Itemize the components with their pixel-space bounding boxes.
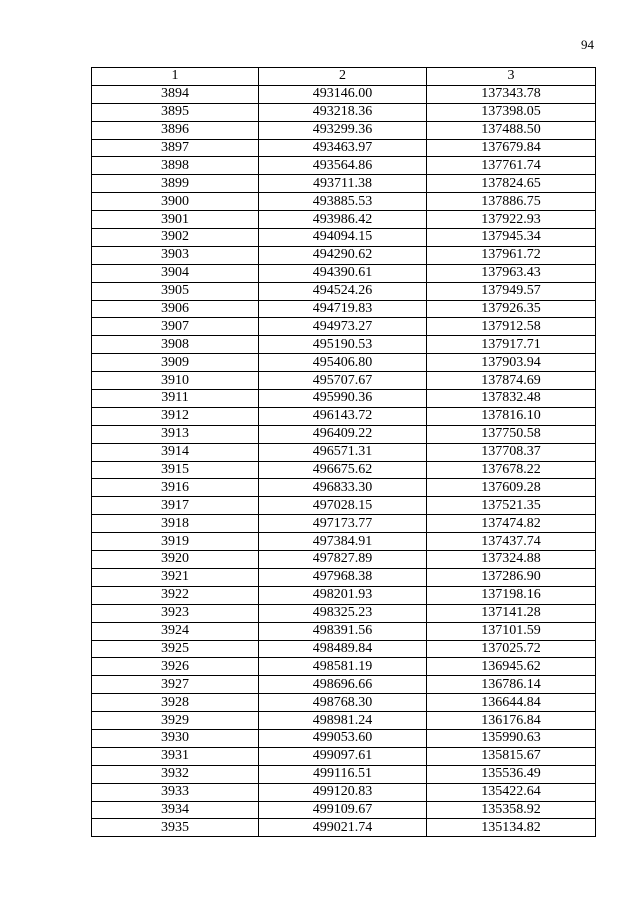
table-row [92,568,596,586]
table-cell-col-3: 137816.10 [427,407,596,425]
column-header-1: 1 [92,68,259,86]
table-cell-col-3: 137761.74 [427,157,596,175]
table-cell-col-2: 493146.00 [259,85,427,103]
table-cell-col-1: 3901 [92,211,259,229]
table-cell-col-2: 499109.67 [259,801,427,819]
table-row [92,694,596,712]
table-row [92,193,596,211]
table-cell-col-2: 498581.19 [259,658,427,676]
table-cell-col-3: 137343.78 [427,85,596,103]
table-cell-col-3: 137926.35 [427,300,596,318]
table-row [92,103,596,121]
table-row [92,211,596,229]
table-cell-col-1: 3917 [92,497,259,515]
table-header [92,68,596,86]
table-cell-col-1: 3925 [92,640,259,658]
table-cell-col-2: 496143.72 [259,407,427,425]
table-cell-col-2: 493299.36 [259,121,427,139]
table-cell-col-2: 496675.62 [259,461,427,479]
table-row [92,819,596,837]
table-cell-col-3: 137832.48 [427,390,596,408]
table-cell-col-1: 3907 [92,318,259,336]
table-cell-col-2: 493711.38 [259,175,427,193]
table-cell-col-3: 137903.94 [427,354,596,372]
table-cell-col-2: 494719.83 [259,300,427,318]
table-row [92,783,596,801]
table-cell-col-1: 3908 [92,336,259,354]
table-row [92,551,596,569]
table-cell-col-3: 137679.84 [427,139,596,157]
table-cell-col-3: 137488.50 [427,121,596,139]
table-row [92,85,596,103]
table-cell-col-2: 499053.60 [259,729,427,747]
table-cell-col-3: 136176.84 [427,712,596,730]
table-cell-col-2: 494524.26 [259,282,427,300]
table-cell-col-2: 494390.61 [259,264,427,282]
table-cell-col-3: 137521.35 [427,497,596,515]
table-cell-col-3: 137824.65 [427,175,596,193]
table-row [92,622,596,640]
table-cell-col-1: 3898 [92,157,259,175]
table-cell-col-1: 3916 [92,479,259,497]
table-cell-col-3: 137708.37 [427,443,596,461]
table-cell-col-1: 3912 [92,407,259,425]
table-cell-col-1: 3922 [92,586,259,604]
table-cell-col-3: 137922.93 [427,211,596,229]
table-cell-col-2: 495707.67 [259,372,427,390]
table-cell-col-1: 3899 [92,175,259,193]
table-cell-col-3: 137141.28 [427,604,596,622]
table-cell-col-2: 498325.23 [259,604,427,622]
table-cell-col-3: 137678.22 [427,461,596,479]
table-row [92,461,596,479]
table-cell-col-2: 497968.38 [259,568,427,586]
table-row [92,533,596,551]
table-cell-col-3: 137286.90 [427,568,596,586]
table-row [92,139,596,157]
table-cell-col-3: 137750.58 [427,425,596,443]
table-cell-col-3: 136945.62 [427,658,596,676]
table-row [92,658,596,676]
table-cell-col-1: 3928 [92,694,259,712]
table-cell-col-3: 137474.82 [427,515,596,533]
table-cell-col-3: 136786.14 [427,676,596,694]
table-cell-col-1: 3911 [92,390,259,408]
table-row [92,318,596,336]
table-cell-col-2: 493564.86 [259,157,427,175]
table-cell-col-3: 135358.92 [427,801,596,819]
table-cell-col-3: 137198.16 [427,586,596,604]
table-row [92,604,596,622]
table-cell-col-1: 3914 [92,443,259,461]
table-row [92,407,596,425]
table-cell-col-1: 3900 [92,193,259,211]
table-cell-col-3: 135990.63 [427,729,596,747]
table-cell-col-1: 3924 [92,622,259,640]
table-cell-col-1: 3894 [92,85,259,103]
table-cell-col-2: 495190.53 [259,336,427,354]
table-cell-col-2: 493986.42 [259,211,427,229]
table-row [92,354,596,372]
table-cell-col-1: 3903 [92,246,259,264]
table-cell-col-3: 135536.49 [427,765,596,783]
table-cell-col-2: 498981.24 [259,712,427,730]
table-cell-col-1: 3930 [92,729,259,747]
table-cell-col-1: 3910 [92,372,259,390]
table-cell-col-3: 137961.72 [427,246,596,264]
table-cell-col-2: 493218.36 [259,103,427,121]
table-cell-col-3: 137945.34 [427,229,596,247]
table-row [92,300,596,318]
table-row [92,336,596,354]
table-cell-col-1: 3929 [92,712,259,730]
table-row [92,497,596,515]
table-cell-col-2: 499116.51 [259,765,427,783]
table-row [92,765,596,783]
table-cell-col-1: 3915 [92,461,259,479]
header-row [92,68,596,86]
table-cell-col-1: 3895 [92,103,259,121]
table-cell-col-2: 494973.27 [259,318,427,336]
table-row [92,264,596,282]
table-cell-col-1: 3909 [92,354,259,372]
table-cell-col-2: 497028.15 [259,497,427,515]
table-cell-col-1: 3920 [92,551,259,569]
table-cell-col-2: 496571.31 [259,443,427,461]
table-cell-col-3: 135815.67 [427,747,596,765]
table-row [92,729,596,747]
table-cell-col-2: 498768.30 [259,694,427,712]
table-cell-col-3: 135422.64 [427,783,596,801]
table-cell-col-3: 137874.69 [427,372,596,390]
table-cell-col-2: 497384.91 [259,533,427,551]
table-cell-col-1: 3904 [92,264,259,282]
table-row [92,801,596,819]
table-body [92,85,596,836]
table-row [92,175,596,193]
page-number: 94 [581,37,594,52]
table-cell-col-2: 497827.89 [259,551,427,569]
table-cell-col-2: 493885.53 [259,193,427,211]
table-cell-col-1: 3905 [92,282,259,300]
table-cell-col-1: 3919 [92,533,259,551]
table-row [92,640,596,658]
table-cell-col-3: 137886.75 [427,193,596,211]
table-cell-col-1: 3902 [92,229,259,247]
table-cell-col-3: 137609.28 [427,479,596,497]
table-cell-col-3: 136644.84 [427,694,596,712]
table-cell-col-2: 499097.61 [259,747,427,765]
table-row [92,676,596,694]
table-cell-col-1: 3906 [92,300,259,318]
table-cell-col-1: 3918 [92,515,259,533]
table-cell-col-2: 495990.36 [259,390,427,408]
table-cell-col-2: 496833.30 [259,479,427,497]
table-row [92,425,596,443]
table-cell-col-3: 137437.74 [427,533,596,551]
table-cell-col-2: 499120.83 [259,783,427,801]
table-cell-col-3: 135134.82 [427,819,596,837]
table-cell-col-2: 494290.62 [259,246,427,264]
table-row [92,372,596,390]
table-cell-col-2: 498489.84 [259,640,427,658]
table-cell-col-3: 137398.05 [427,103,596,121]
table-cell-col-1: 3932 [92,765,259,783]
table-row [92,747,596,765]
table-row [92,121,596,139]
table-cell-col-3: 137025.72 [427,640,596,658]
table-cell-col-3: 137963.43 [427,264,596,282]
table-row [92,586,596,604]
table-cell-col-2: 498696.66 [259,676,427,694]
table-cell-col-2: 496409.22 [259,425,427,443]
table-cell-col-1: 3897 [92,139,259,157]
table-cell-col-3: 137101.59 [427,622,596,640]
table-cell-col-1: 3934 [92,801,259,819]
table-cell-col-3: 137324.88 [427,551,596,569]
table-cell-col-2: 493463.97 [259,139,427,157]
table-cell-col-3: 137917.71 [427,336,596,354]
table-row [92,390,596,408]
table-cell-col-2: 498201.93 [259,586,427,604]
table-cell-col-1: 3935 [92,819,259,837]
table-row [92,443,596,461]
table-cell-col-1: 3896 [92,121,259,139]
table-cell-col-1: 3923 [92,604,259,622]
table-row [92,246,596,264]
table-cell-col-1: 3927 [92,676,259,694]
table-cell-col-1: 3921 [92,568,259,586]
table-row [92,515,596,533]
column-header-2: 2 [259,68,427,86]
table-cell-col-1: 3926 [92,658,259,676]
table-row [92,479,596,497]
table-cell-col-2: 495406.80 [259,354,427,372]
table-cell-col-2: 498391.56 [259,622,427,640]
table-cell-col-1: 3933 [92,783,259,801]
table-row [92,712,596,730]
table-row [92,282,596,300]
table-cell-col-2: 497173.77 [259,515,427,533]
table-cell-col-2: 499021.74 [259,819,427,837]
column-header-3: 3 [427,68,596,86]
table-cell-col-1: 3913 [92,425,259,443]
coordinates-table [91,67,596,837]
table-cell-col-2: 494094.15 [259,229,427,247]
table-cell-col-3: 137912.58 [427,318,596,336]
table-row [92,229,596,247]
table-cell-col-3: 137949.57 [427,282,596,300]
table-cell-col-1: 3931 [92,747,259,765]
table-row [92,157,596,175]
